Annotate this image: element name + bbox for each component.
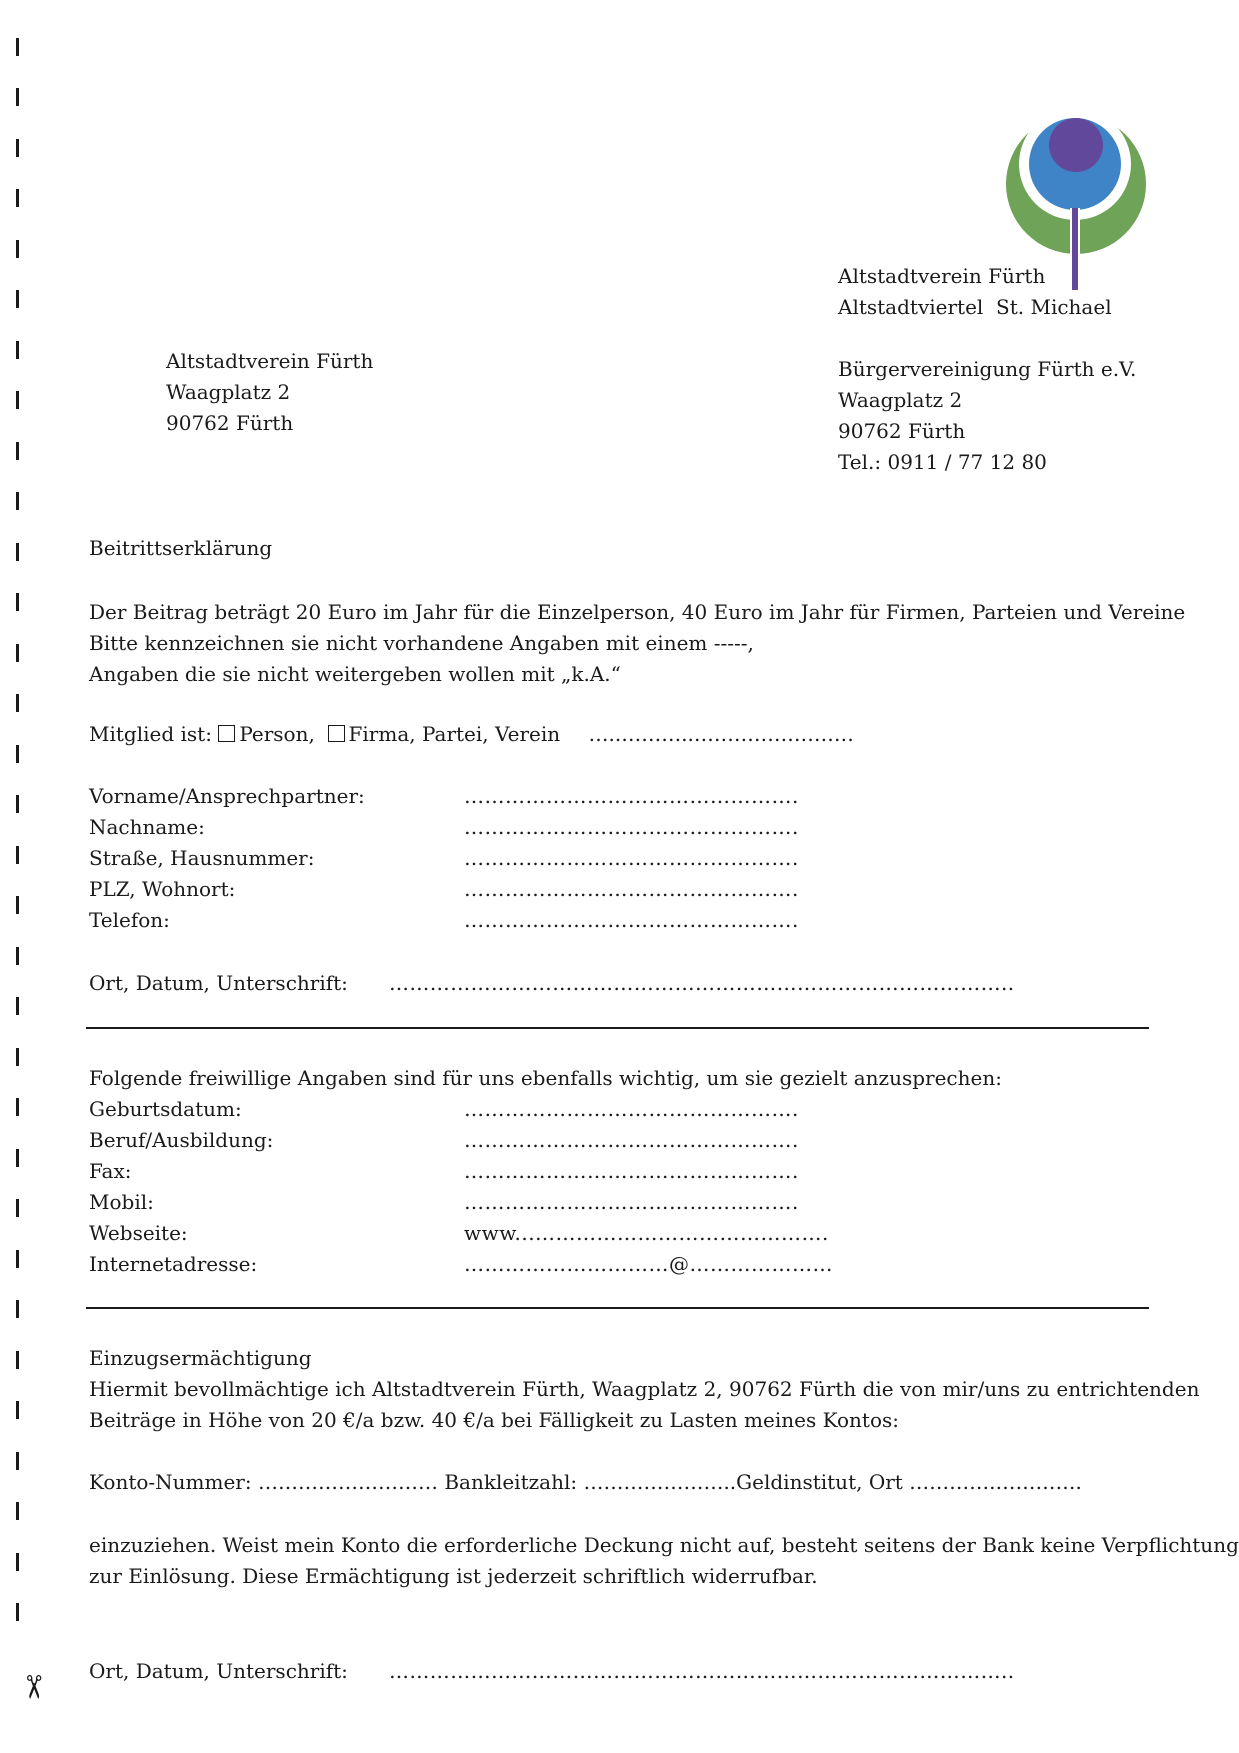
field-input-phone[interactable]: …………………………………………. [464,908,799,932]
field-input-fax[interactable]: …………………………………………. [464,1159,799,1183]
field-label-website: Webseite: [89,1221,188,1245]
recipient-city: 90762 Fürth [166,411,294,435]
field-label-phone: Telefon: [89,908,170,932]
debit-heading: Einzugsermächtigung [89,1346,312,1370]
intro-text [89,597,1185,690]
recipient-block [166,346,373,439]
divider [86,1307,1149,1309]
field-input-birthdate[interactable]: …………………………………………. [464,1097,799,1121]
signature-input[interactable]: ……………………………………………………………………………….. [389,971,1015,995]
recipient-street: Waagplatz 2 [166,380,291,404]
org-name: Altstadtverein Fürth [838,264,1046,288]
field-input-firstname[interactable]: …………………………………………. [464,784,799,808]
intro-line: Der Beitrag beträgt 20 Euro im Jahr für die Einzelperson, 40 Euro im Jahr für Firmen, Parteien und Vereine [89,600,1186,624]
debit-text-line: Beiträge in Höhe von 20 €/a bzw. 40 €/a bei Fälligkeit zu Lasten meines Kontos: [89,1408,899,1432]
sender-block [838,261,1136,478]
field-label-profession: Beruf/Ausbildung: [89,1128,274,1152]
member-type-label: Mitglied ist: [89,722,212,746]
field-label-mobile: Mobil: [89,1190,154,1214]
intro-line: Angaben die sie nicht weitergeben wollen mit „k.A.“ [89,662,621,686]
signature-label: Ort, Datum, Unterschrift: [89,971,348,995]
person-option-label: Person, [239,722,315,746]
field-label-email: Internetadresse: [89,1252,258,1276]
member-type-row [89,722,854,746]
org-phone: Tel.: 0911 / 77 12 80 [838,450,1047,474]
logo-purple-circle [1049,118,1103,172]
field-input-profession[interactable]: …………………………………………. [464,1128,799,1152]
org-city: 90762 Fürth [838,419,966,443]
person-checkbox[interactable] [218,725,235,742]
org-district: Altstadtviertel St. Michael [838,295,1112,319]
field-input-street[interactable]: …………………………………………. [464,846,799,870]
field-input-lastname[interactable]: …………………………………………. [464,815,799,839]
company-checkbox[interactable] [328,725,345,742]
divider [86,1027,1149,1029]
org-association: Bürgervereinigung Fürth e.V. [838,357,1137,381]
field-label-birthdate: Geburtsdatum: [89,1097,242,1121]
company-option-label: Firma, Partei, Verein [348,722,561,746]
org-street: Waagplatz 2 [838,388,963,412]
field-label-firstname: Vorname/Ansprechpartner: [89,784,365,808]
debit-signature-label: Ort, Datum, Unterschrift: [89,1659,348,1683]
optional-heading: Folgende freiwillige Angaben sind für uns ebenfalls wichtig, um sie gezielt anzusprechen: [89,1066,1002,1090]
form-title: Beitrittserklärung [89,536,273,560]
field-label-fax: Fax: [89,1159,132,1183]
field-input-zip-city[interactable]: …………………………………………. [464,877,799,901]
debit-text-line: Hiermit bevollmächtige ich Altstadtverein Fürth, Waagplatz 2, 90762 Fürth die von mir/uns zu entrichtenden [89,1377,1200,1401]
debit-signature-input[interactable]: ……………………………………………………………………………….. [389,1659,1015,1683]
debit-text-line: zur Einlösung. Diese Ermächtigung ist jederzeit schriftlich widerrufbar. [89,1564,818,1588]
field-label-lastname: Nachname: [89,815,205,839]
debit-text-line: einzuziehen. Weist mein Konto die erforderliche Deckung nicht auf, besteht seitens der Bank keine Verpflichtung [89,1533,1239,1557]
field-input-email[interactable]: …………………………@………………… [464,1252,833,1276]
field-label-street: Straße, Hausnummer: [89,846,315,870]
scissors-icon: ✂ [14,1673,53,1701]
bank-details-input[interactable]: Konto-Nummer: ……………………… Bankleitzahl: …………………..Geldinstitut, Ort ………….…………. [89,1470,1082,1494]
member-type-input[interactable]: …..………..…………………… [588,722,854,746]
intro-line: Bitte kennzeichnen sie nicht vorhandene Angaben mit einem -----, [89,631,754,655]
recipient-name: Altstadtverein Fürth [166,349,374,373]
field-input-mobile[interactable]: …………………………………………. [464,1190,799,1214]
field-label-zip-city: PLZ, Wohnort: [89,877,236,901]
field-input-website[interactable]: www...……………………………………. [464,1221,829,1245]
